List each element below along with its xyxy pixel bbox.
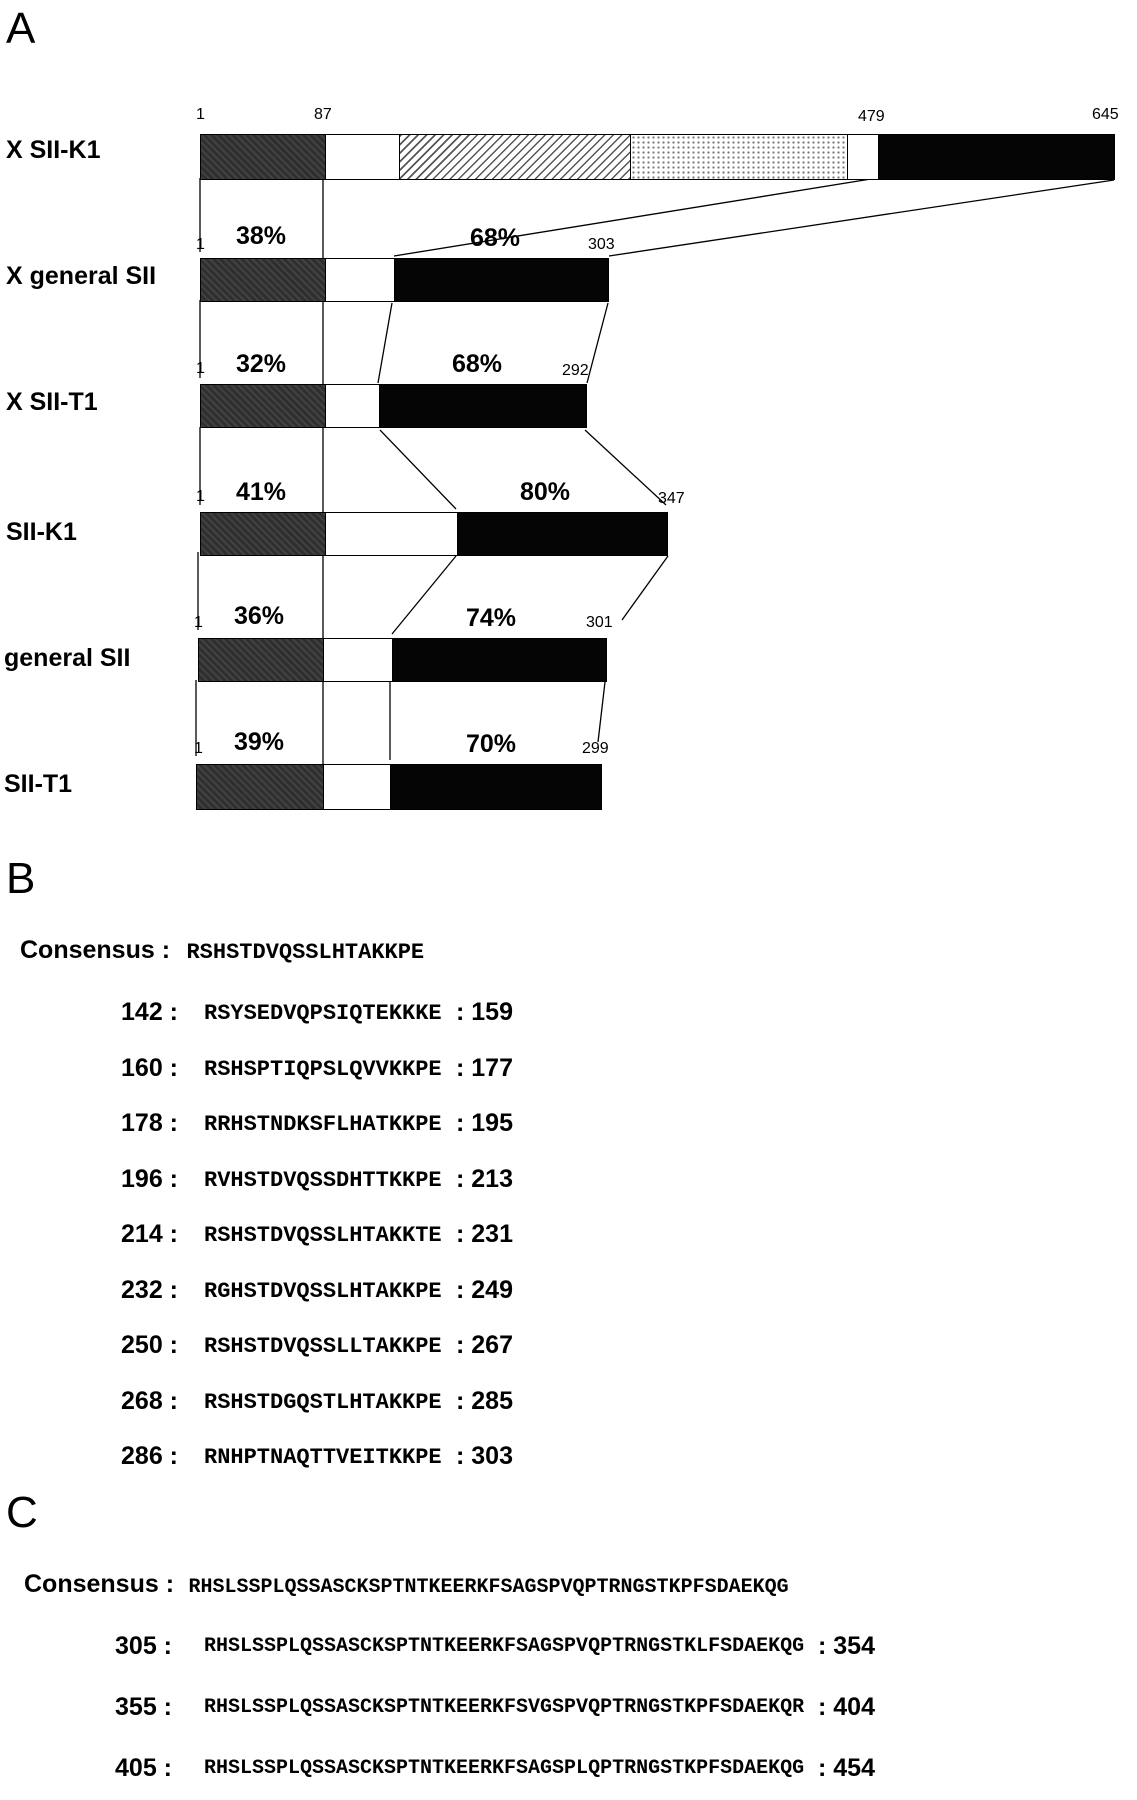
residue-end-sii-t1: 299 — [582, 740, 609, 757]
row-label-general-sii: general SII — [4, 644, 131, 672]
sequence-start-number: 286 : — [121, 1442, 178, 1470]
sequence-text: RHSLSSPLQSSASCKSPTNTKEERKFSAGSPVQPTRNGSTKLFSDAEKQG — [204, 1635, 805, 1658]
residue-start-x-sii-k1: 1 — [196, 106, 205, 123]
domain-c-terminal — [392, 638, 607, 682]
domain-bar-sii-k1 — [200, 512, 668, 556]
domain-repeat-c — [630, 134, 848, 180]
sequence-text: RGHSTDVQSSLHTAKKPE — [204, 1278, 442, 1304]
consensus-sequence: RSHSTDVQSSLHTAKKPE — [186, 940, 425, 965]
sequence-start-number: 142 : — [121, 998, 178, 1026]
identity-pct-c-x-sii-t1: 68% — [452, 350, 503, 378]
domain-bar-sii-t1 — [196, 764, 602, 810]
panel-c-consensus-row — [24, 1570, 789, 1599]
sequence-end-number: : 285 — [456, 1386, 513, 1415]
sequence-start-number: 178 : — [121, 1109, 178, 1137]
domain-linker — [325, 384, 380, 428]
sequence-start-number: 196 : — [121, 1164, 178, 1193]
sequence-text: RSYSEDVQPSIQTEKKKE — [204, 1001, 442, 1026]
row-label-sii-t1: SII-T1 — [4, 770, 73, 798]
panel-b-consensus-row — [20, 936, 424, 965]
sequence-end-number: : 303 — [456, 1442, 513, 1470]
sequence-text: RSHSTDGQSTLHTAKKPE — [204, 1389, 442, 1415]
sequence-end-number: : 454 — [818, 1754, 875, 1782]
identity-pct-n-sii-k1: 41% — [236, 478, 287, 506]
sequence-text: RHSLSSPLQSSASCKSPTNTKEERKFSVGSPVQPTRNGSTKPFSDAEKQR — [204, 1696, 805, 1719]
panel-a-letter: A — [6, 4, 36, 53]
sequence-end-number: : 159 — [456, 998, 513, 1026]
row-label-x-sii-t1: X SII-T1 — [6, 388, 98, 416]
domain-linker — [325, 512, 458, 556]
residue-end-sii-k1: 347 — [658, 490, 685, 507]
domain-bar-x-sii-k1 — [200, 134, 1115, 180]
identity-pct-n-sii-t1: 39% — [234, 728, 285, 756]
domain-bar-x-sii-t1 — [200, 384, 587, 428]
domain-n-terminal — [196, 764, 324, 810]
sequence-text: RSHSTDVQSSLHTAKKTE — [204, 1223, 442, 1248]
domain-n-terminal — [198, 638, 324, 682]
panel-c-letter: C — [6, 1488, 38, 1537]
sequence-text: RRHSTNDKSFLHATKKPE — [204, 1112, 442, 1137]
domain-linker — [323, 764, 391, 810]
domain-c-terminal — [379, 384, 587, 428]
domain-n-terminal — [200, 512, 326, 556]
sequence-end-number: : 213 — [456, 1164, 513, 1193]
residue-479-x-sii-k1: 479 — [858, 108, 885, 125]
domain-gap — [847, 134, 879, 180]
domain-bar-general-sii — [198, 638, 607, 682]
sequence-end-number: : 231 — [456, 1220, 513, 1248]
residue-end-x-sii-t1: 292 — [562, 362, 589, 379]
sequence-text: RSHSTDVQSSLLTAKKPE — [204, 1334, 442, 1359]
domain-c-terminal — [878, 134, 1115, 180]
domain-c-terminal — [394, 258, 609, 302]
domain-n-terminal — [200, 258, 326, 302]
residue-start-x-general-sii: 1 — [196, 236, 205, 253]
sequence-end-number: : 404 — [818, 1693, 875, 1721]
residue-87-x-sii-k1: 87 — [314, 106, 332, 123]
residue-end-x-general-sii: 303 — [588, 236, 615, 253]
residue-start-general-sii: 1 — [194, 614, 203, 631]
sequence-start-number: 305 : — [115, 1632, 172, 1660]
panel-b-letter: B — [6, 854, 36, 903]
identity-pct-c-sii-k1: 80% — [520, 478, 571, 506]
sequence-end-number: : 249 — [456, 1275, 513, 1304]
identity-pct-n-general-sii: 36% — [234, 602, 285, 630]
consensus-sequence: RHSLSSPLQSSASCKSPTNTKEERKFSAGSPVQPTRNGSTKPFSDAEKQG — [188, 1576, 789, 1599]
sequence-start-number: 160 : — [121, 1053, 178, 1082]
domain-n-terminal — [200, 134, 326, 180]
sequence-end-number: : 267 — [456, 1331, 513, 1359]
sequence-start-number: 214 : — [121, 1220, 178, 1248]
row-label-x-general-sii: X general SII — [6, 262, 157, 290]
residue-start-sii-t1: 1 — [194, 740, 203, 757]
residue-start-x-sii-t1: 1 — [196, 360, 205, 377]
sequence-start-number: 250 : — [121, 1331, 178, 1359]
sequence-end-number: : 354 — [818, 1632, 875, 1660]
domain-linker — [325, 258, 395, 302]
sequence-start-number: 268 : — [121, 1386, 178, 1415]
sequence-end-number: : 195 — [456, 1109, 513, 1137]
identity-pct-n-x-sii-t1: 32% — [236, 350, 287, 378]
identity-pct-c-sii-t1: 70% — [466, 730, 517, 758]
sequence-start-number: 355 : — [115, 1693, 172, 1721]
sequence-text: RNHPTNAQTTVEITKKPE — [204, 1445, 442, 1470]
residue-end-general-sii: 301 — [586, 614, 613, 631]
residue-start-sii-k1: 1 — [196, 488, 205, 505]
identity-pct-c-general-sii: 74% — [466, 604, 517, 632]
sequence-start-number: 405 : — [115, 1754, 172, 1782]
domain-n-terminal — [200, 384, 326, 428]
sequence-text: RVHSTDVQSSDHTTKKPE — [204, 1167, 442, 1193]
domain-bar-x-general-sii — [200, 258, 609, 302]
row-label-sii-k1: SII-K1 — [6, 518, 77, 546]
identity-pct-n-x-general-sii: 38% — [236, 222, 287, 250]
sequence-start-number: 232 : — [121, 1275, 178, 1304]
consensus-label: Consensus : — [20, 936, 171, 964]
sequence-end-number: : 177 — [456, 1053, 513, 1082]
sequence-text: RSHSPTIQPSLQVVKKPE — [204, 1056, 442, 1082]
residue-end-x-sii-k1: 645 — [1092, 106, 1119, 123]
domain-c-terminal — [457, 512, 668, 556]
sequence-text: RHSLSSPLQSSASCKSPTNTKEERKFSAGSPLQPTRNGSTKPFSDAEKQG — [204, 1757, 805, 1780]
domain-linker — [323, 638, 393, 682]
domain-c-terminal — [390, 764, 602, 810]
row-label-x-sii-k1: X SII-K1 — [6, 136, 101, 164]
identity-pct-c-x-general-sii: 68% — [470, 224, 521, 252]
domain-linker — [325, 134, 400, 180]
domain-repeat-b — [399, 134, 631, 180]
consensus-label: Consensus : — [24, 1570, 175, 1598]
